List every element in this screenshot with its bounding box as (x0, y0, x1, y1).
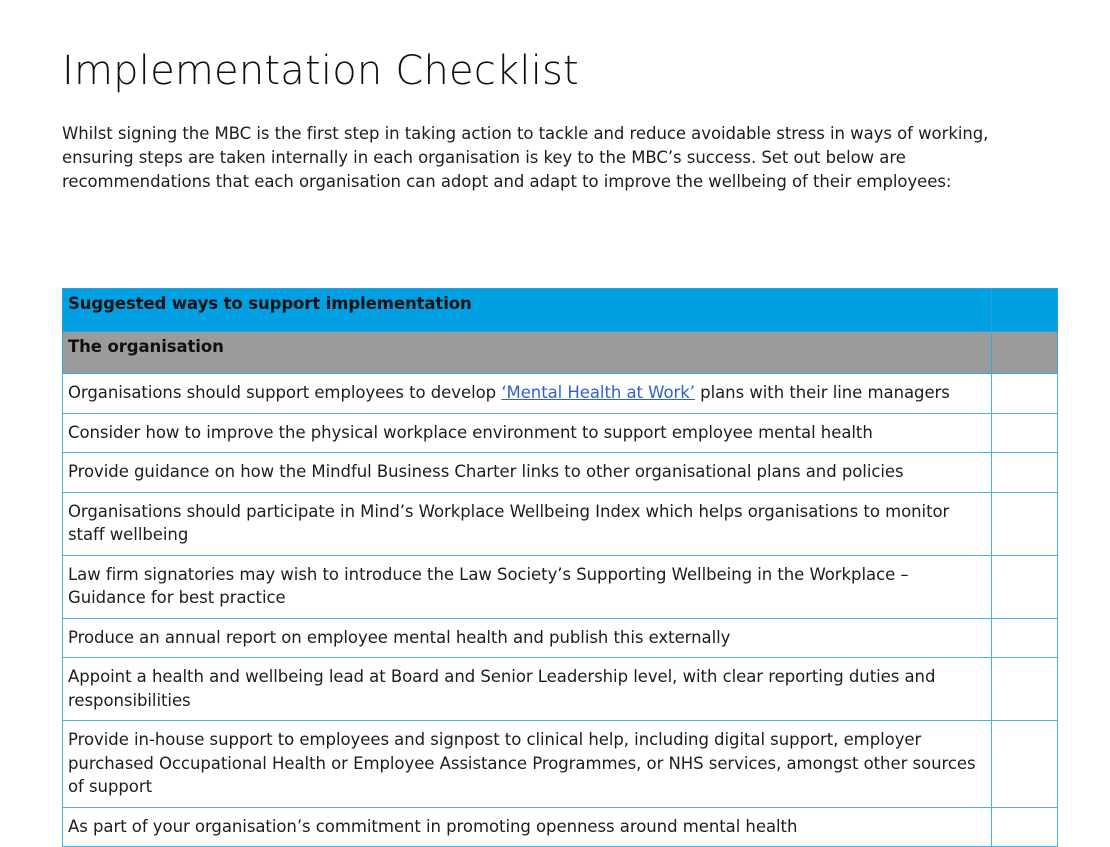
checklist-tick-cell[interactable] (992, 658, 1058, 721)
checklist-tick-cell[interactable] (992, 721, 1058, 808)
checklist-item-text: Consider how to improve the physical workplace environment to support employee mental health (63, 413, 992, 453)
checklist-tick-cell[interactable] (992, 618, 1058, 658)
table-header-row (63, 289, 1058, 332)
checklist-item-text: Appoint a health and wellbeing lead at Board and Senior Leadership level, with clear reporting duties and responsibilities (63, 658, 992, 721)
table-row (63, 721, 1058, 808)
table-section-row (63, 332, 1058, 374)
document-header-block (62, 0, 1057, 194)
checklist-tick-cell[interactable] (992, 413, 1058, 453)
checklist-item-text: As part of your organisation’s commitment in promoting openness around mental health (63, 807, 992, 847)
checklist-item-text-before: Organisations should support employees to develop (68, 383, 502, 402)
table-row (63, 555, 1058, 618)
checklist-tick-cell[interactable] (992, 453, 1058, 493)
table-header-tick-cell (992, 289, 1058, 332)
table-header-label: Suggested ways to support implementation (63, 289, 992, 332)
mental-health-at-work-link[interactable]: ‘Mental Health at Work’ (501, 383, 695, 402)
page-title: Implementation Checklist (62, 48, 579, 94)
checklist-item-text (63, 374, 992, 414)
table-row (63, 453, 1058, 493)
table-section-label: The organisation (63, 332, 992, 374)
checklist-item-text: Provide guidance on how the Mindful Business Charter links to other organisational plans and policies (63, 453, 992, 493)
checklist-item-text: Provide in-house support to employees and signpost to clinical help, including digital support, employer purchased Occupational Health or Employee Assistance Programmes, or NHS services, amongst other sources of support (63, 721, 992, 808)
table-row (63, 374, 1058, 414)
table-row (63, 413, 1058, 453)
table-row (63, 492, 1058, 555)
implementation-checklist-table (62, 288, 1058, 847)
checklist-tick-cell[interactable] (992, 492, 1058, 555)
table-row (63, 658, 1058, 721)
checklist-tick-cell[interactable] (992, 374, 1058, 414)
table-section-tick-cell (992, 332, 1058, 374)
intro-paragraph: Whilst signing the MBC is the first step in taking action to tackle and reduce avoidable stress in ways of working, ensuring steps are taken internally in each organisation is key to the MBC’s success. Set out below are recommendations that each organisation can adopt and adapt to improve the wellbeing of their employees: (62, 124, 989, 191)
checklist-tick-cell[interactable] (992, 555, 1058, 618)
checklist-item-text: Law firm signatories may wish to introduce the Law Society’s Supporting Wellbeing in the Workplace – Guidance for best practice (63, 555, 992, 618)
checklist-item-text: Produce an annual report on employee mental health and publish this externally (63, 618, 992, 658)
checklist-item-text-after: plans with their line managers (694, 383, 950, 402)
checklist-item-text: Organisations should participate in Mind’s Workplace Wellbeing Index which helps organisations to monitor staff wellbeing (63, 492, 992, 555)
table-row (63, 618, 1058, 658)
